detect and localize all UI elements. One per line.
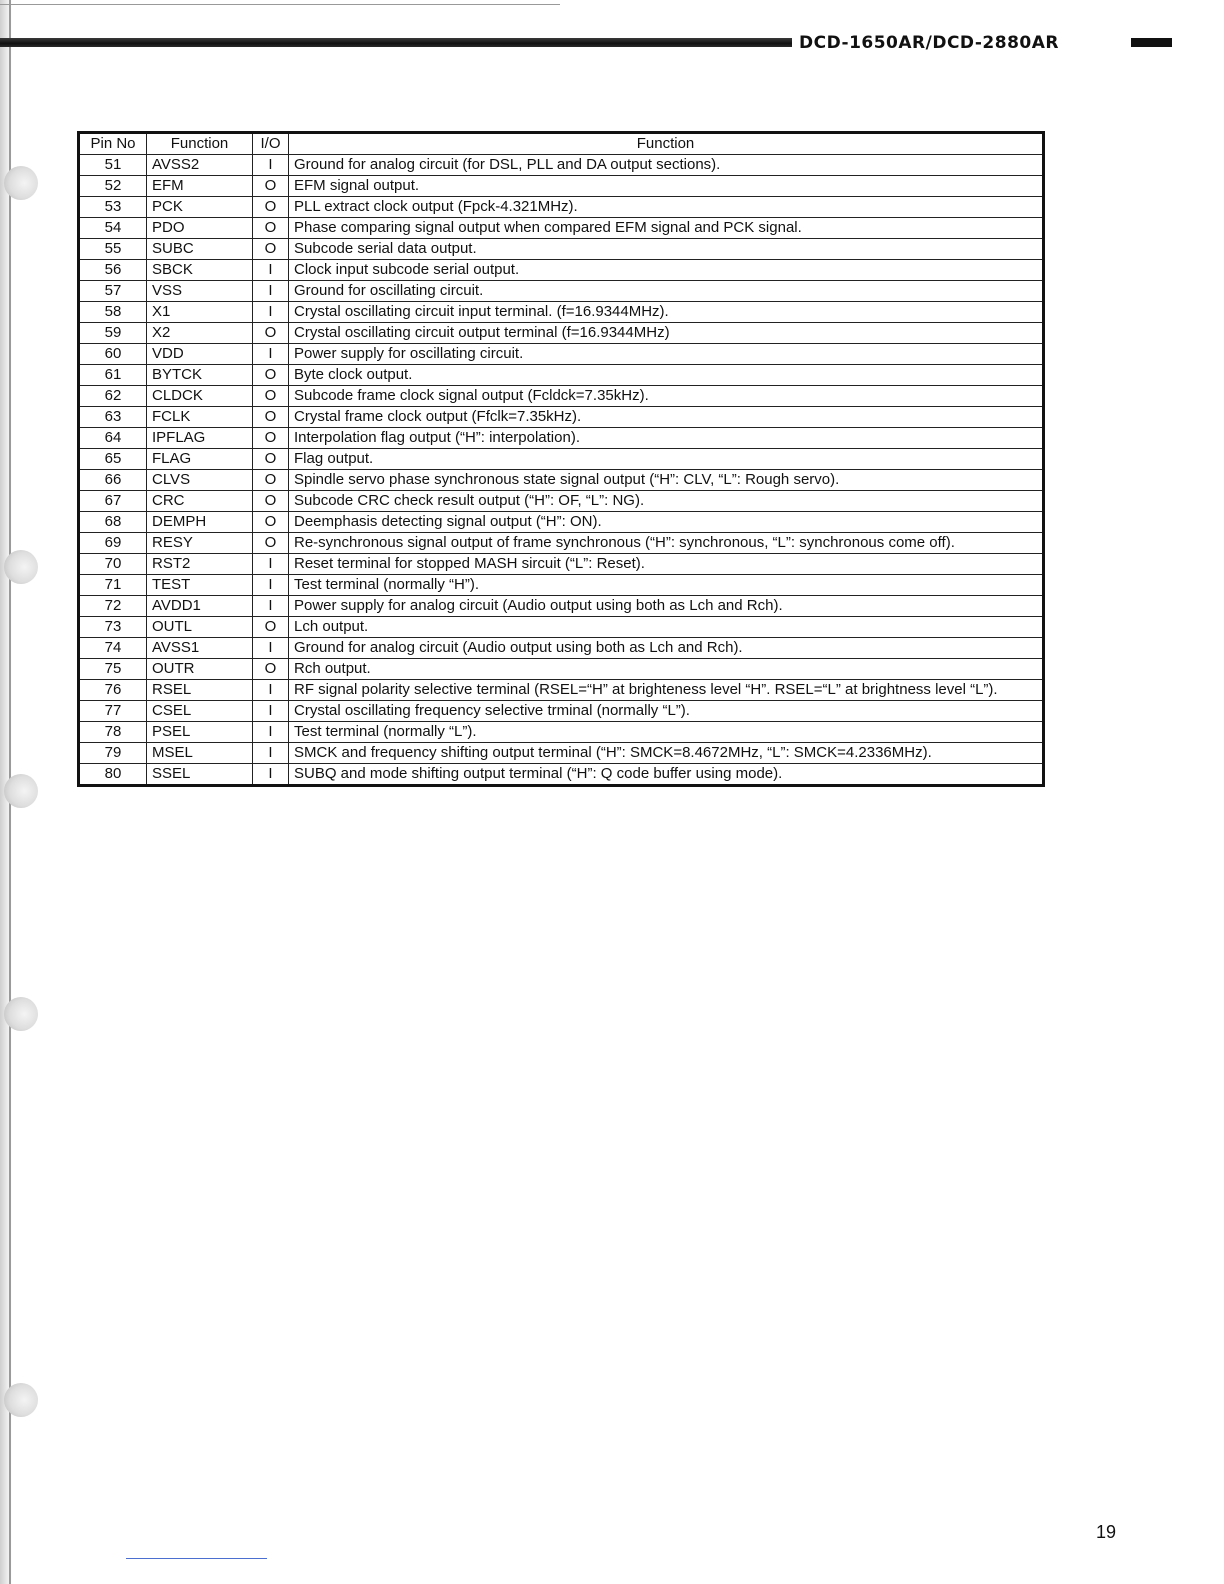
- pin-name-cell: RST2: [147, 554, 253, 575]
- function-description-cell: Clock input subcode serial output.: [289, 260, 1044, 281]
- table-row: [79, 365, 1044, 386]
- table-header-row: [79, 133, 1044, 155]
- io-direction-cell: I: [253, 575, 289, 596]
- table-row: [79, 680, 1044, 701]
- io-direction-cell: O: [253, 428, 289, 449]
- punch-hole: [4, 166, 38, 200]
- header-bar-end: [1131, 38, 1172, 47]
- io-direction-cell: I: [253, 638, 289, 659]
- table-row: [79, 323, 1044, 344]
- io-direction-cell: I: [253, 281, 289, 302]
- io-direction-cell: O: [253, 323, 289, 344]
- table-row: [79, 239, 1044, 260]
- table-row: [79, 554, 1044, 575]
- io-direction-cell: I: [253, 701, 289, 722]
- table-row: [79, 638, 1044, 659]
- pin-name-cell: CLVS: [147, 470, 253, 491]
- function-description-cell: Flag output.: [289, 449, 1044, 470]
- io-direction-cell: I: [253, 302, 289, 323]
- table-row: [79, 218, 1044, 239]
- pin-name-cell: OUTR: [147, 659, 253, 680]
- pin-number-cell: 76: [79, 680, 147, 701]
- pin-number-cell: 65: [79, 449, 147, 470]
- pin-name-cell: CLDCK: [147, 386, 253, 407]
- io-direction-cell: O: [253, 617, 289, 638]
- pin-name-cell: FCLK: [147, 407, 253, 428]
- function-description-cell: Ground for oscillating circuit.: [289, 281, 1044, 302]
- io-direction-cell: O: [253, 470, 289, 491]
- pin-number-cell: 74: [79, 638, 147, 659]
- pin-name-cell: AVSS2: [147, 155, 253, 176]
- pin-number-cell: 54: [79, 218, 147, 239]
- function-description-cell: Rch output.: [289, 659, 1044, 680]
- io-direction-cell: I: [253, 680, 289, 701]
- pin-number-cell: 67: [79, 491, 147, 512]
- pin-number-cell: 58: [79, 302, 147, 323]
- column-header-function: Function: [289, 133, 1044, 155]
- table-row: [79, 449, 1044, 470]
- function-description-cell: Byte clock output.: [289, 365, 1044, 386]
- function-description-cell: SUBQ and mode shifting output terminal (“H”: Q code buffer using mode).: [289, 764, 1044, 786]
- pin-number-cell: 78: [79, 722, 147, 743]
- function-description-cell: Crystal oscillating frequency selective trminal (normally “L”).: [289, 701, 1044, 722]
- pin-number-cell: 72: [79, 596, 147, 617]
- pin-number-cell: 79: [79, 743, 147, 764]
- io-direction-cell: O: [253, 491, 289, 512]
- function-description-cell: PLL extract clock output (Fpck-4.321MHz).: [289, 197, 1044, 218]
- pin-number-cell: 55: [79, 239, 147, 260]
- column-header-io: I/O: [253, 133, 289, 155]
- pin-name-cell: RESY: [147, 533, 253, 554]
- pin-name-cell: PSEL: [147, 722, 253, 743]
- pin-number-cell: 52: [79, 176, 147, 197]
- io-direction-cell: O: [253, 449, 289, 470]
- pin-number-cell: 68: [79, 512, 147, 533]
- pin-number-cell: 69: [79, 533, 147, 554]
- pin-name-cell: AVDD1: [147, 596, 253, 617]
- punch-hole: [4, 774, 38, 808]
- pin-name-cell: BYTCK: [147, 365, 253, 386]
- function-description-cell: Interpolation flag output (“H”: interpolation).: [289, 428, 1044, 449]
- function-description-cell: Crystal frame clock output (Ffclk=7.35kHz).: [289, 407, 1044, 428]
- table-row: [79, 176, 1044, 197]
- pin-name-cell: OUTL: [147, 617, 253, 638]
- table-row: [79, 743, 1044, 764]
- table-row: [79, 281, 1044, 302]
- column-header-name: Function: [147, 133, 253, 155]
- punch-hole: [4, 997, 38, 1031]
- column-header-pin-no: Pin No: [79, 133, 147, 155]
- pin-name-cell: DEMPH: [147, 512, 253, 533]
- io-direction-cell: I: [253, 764, 289, 786]
- io-direction-cell: I: [253, 596, 289, 617]
- function-description-cell: Ground for analog circuit (for DSL, PLL and DA output sections).: [289, 155, 1044, 176]
- function-description-cell: Power supply for analog circuit (Audio output using both as Lch and Rch).: [289, 596, 1044, 617]
- io-direction-cell: I: [253, 722, 289, 743]
- io-direction-cell: O: [253, 386, 289, 407]
- io-direction-cell: O: [253, 176, 289, 197]
- model-title: DCD-1650AR/DCD-2880AR: [799, 33, 1059, 53]
- pin-name-cell: TEST: [147, 575, 253, 596]
- pin-name-cell: FLAG: [147, 449, 253, 470]
- pin-name-cell: PCK: [147, 197, 253, 218]
- pin-number-cell: 57: [79, 281, 147, 302]
- table-row: [79, 344, 1044, 365]
- pin-number-cell: 59: [79, 323, 147, 344]
- pin-name-cell: VSS: [147, 281, 253, 302]
- pin-name-cell: CRC: [147, 491, 253, 512]
- function-description-cell: SMCK and frequency shifting output terminal (“H”: SMCK=8.4672MHz, “L”: SMCK=4.2336MHz).: [289, 743, 1044, 764]
- io-direction-cell: O: [253, 533, 289, 554]
- table-row: [79, 659, 1044, 680]
- table-row: [79, 470, 1044, 491]
- pin-name-cell: X2: [147, 323, 253, 344]
- pin-number-cell: 66: [79, 470, 147, 491]
- table-row: [79, 407, 1044, 428]
- function-description-cell: Subcode serial data output.: [289, 239, 1044, 260]
- table-row: [79, 701, 1044, 722]
- io-direction-cell: O: [253, 407, 289, 428]
- function-description-cell: Subcode CRC check result output (“H”: OF, “L”: NG).: [289, 491, 1044, 512]
- pin-name-cell: IPFLAG: [147, 428, 253, 449]
- function-description-cell: RF signal polarity selective terminal (RSEL=“H” at brighteness level “H”. RSEL=“L” at brightness level “L”).: [289, 680, 1044, 701]
- function-description-cell: Phase comparing signal output when compared EFM signal and PCK signal.: [289, 218, 1044, 239]
- pin-number-cell: 64: [79, 428, 147, 449]
- top-rule: [0, 4, 560, 5]
- function-description-cell: Crystal oscillating circuit input terminal. (f=16.9344MHz).: [289, 302, 1044, 323]
- io-direction-cell: O: [253, 218, 289, 239]
- pin-number-cell: 80: [79, 764, 147, 786]
- table-row: [79, 428, 1044, 449]
- table-row: [79, 533, 1044, 554]
- table-row: [79, 197, 1044, 218]
- pin-name-cell: VDD: [147, 344, 253, 365]
- pin-number-cell: 75: [79, 659, 147, 680]
- header-bar: [0, 38, 792, 47]
- pin-name-cell: CSEL: [147, 701, 253, 722]
- pin-number-cell: 53: [79, 197, 147, 218]
- pin-number-cell: 61: [79, 365, 147, 386]
- pin-number-cell: 77: [79, 701, 147, 722]
- io-direction-cell: O: [253, 659, 289, 680]
- io-direction-cell: O: [253, 239, 289, 260]
- table-row: [79, 722, 1044, 743]
- function-description-cell: Crystal oscillating circuit output terminal (f=16.9344MHz): [289, 323, 1044, 344]
- pin-name-cell: X1: [147, 302, 253, 323]
- pin-name-cell: SUBC: [147, 239, 253, 260]
- table-row: [79, 302, 1044, 323]
- function-description-cell: Re-synchronous signal output of frame synchronous (“H”: synchronous, “L”: synchronous come off).: [289, 533, 1044, 554]
- function-description-cell: Ground for analog circuit (Audio output using both as Lch and Rch).: [289, 638, 1044, 659]
- io-direction-cell: O: [253, 197, 289, 218]
- pin-function-table: [77, 131, 1045, 787]
- table-row: [79, 260, 1044, 281]
- table-row: [79, 764, 1044, 786]
- pin-name-cell: EFM: [147, 176, 253, 197]
- function-description-cell: Test terminal (normally “L”).: [289, 722, 1044, 743]
- io-direction-cell: I: [253, 155, 289, 176]
- io-direction-cell: I: [253, 743, 289, 764]
- punch-hole: [4, 1383, 38, 1417]
- table-row: [79, 596, 1044, 617]
- pin-number-cell: 60: [79, 344, 147, 365]
- pin-name-cell: RSEL: [147, 680, 253, 701]
- punch-hole: [4, 550, 38, 584]
- table-row: [79, 491, 1044, 512]
- io-direction-cell: I: [253, 260, 289, 281]
- pin-name-cell: AVSS1: [147, 638, 253, 659]
- table-row: [79, 386, 1044, 407]
- io-direction-cell: I: [253, 554, 289, 575]
- pin-name-cell: PDO: [147, 218, 253, 239]
- pin-number-cell: 71: [79, 575, 147, 596]
- function-description-cell: EFM signal output.: [289, 176, 1044, 197]
- pin-number-cell: 56: [79, 260, 147, 281]
- function-description-cell: Subcode frame clock signal output (Fcldck=7.35kHz).: [289, 386, 1044, 407]
- pin-name-cell: SBCK: [147, 260, 253, 281]
- table-row: [79, 155, 1044, 176]
- function-description-cell: Deemphasis detecting signal output (“H”: ON).: [289, 512, 1044, 533]
- pin-number-cell: 73: [79, 617, 147, 638]
- pin-number-cell: 62: [79, 386, 147, 407]
- function-description-cell: Reset terminal for stopped MASH sircuit (“L”: Reset).: [289, 554, 1044, 575]
- pin-name-cell: MSEL: [147, 743, 253, 764]
- io-direction-cell: O: [253, 512, 289, 533]
- pin-number-cell: 63: [79, 407, 147, 428]
- function-description-cell: Power supply for oscillating circuit.: [289, 344, 1044, 365]
- table-row: [79, 512, 1044, 533]
- function-description-cell: Test terminal (normally “H”).: [289, 575, 1044, 596]
- io-direction-cell: O: [253, 365, 289, 386]
- pin-number-cell: 51: [79, 155, 147, 176]
- bottom-rule: [126, 1558, 267, 1559]
- page-number: 19: [1096, 1522, 1117, 1542]
- table-row: [79, 575, 1044, 596]
- function-description-cell: Spindle servo phase synchronous state signal output (“H”: CLV, “L”: Rough servo).: [289, 470, 1044, 491]
- io-direction-cell: I: [253, 344, 289, 365]
- pin-name-cell: SSEL: [147, 764, 253, 786]
- pin-number-cell: 70: [79, 554, 147, 575]
- table-row: [79, 617, 1044, 638]
- function-description-cell: Lch output.: [289, 617, 1044, 638]
